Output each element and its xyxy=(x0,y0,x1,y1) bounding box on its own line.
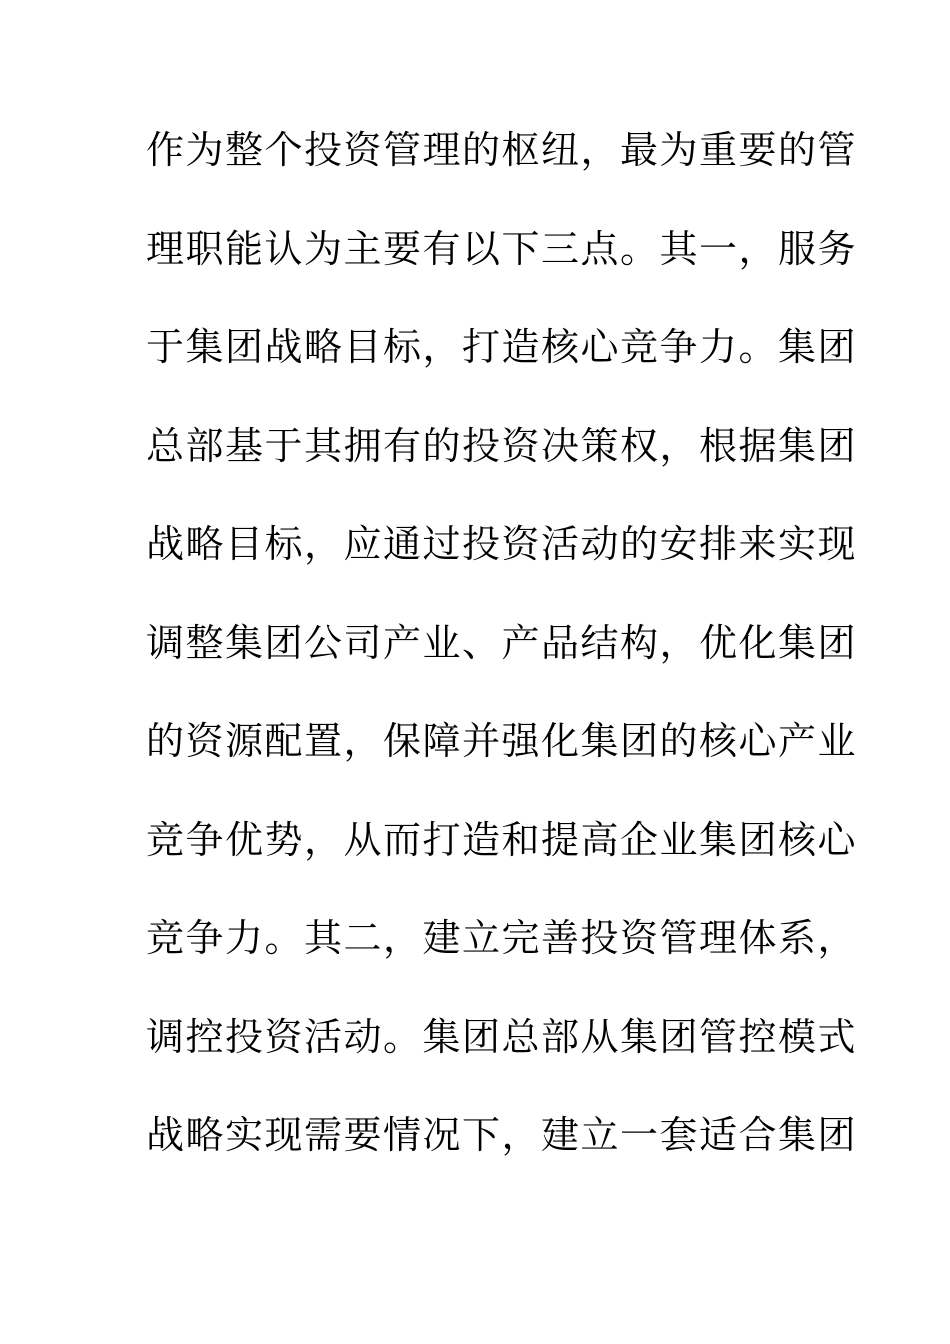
text-line: 作为整个投资管理的枢纽，最为重要的管 xyxy=(146,128,858,172)
text-line: 调整集团公司产业、产品结构，优化集团 xyxy=(146,620,858,665)
text-line: 于集团战略目标，打造核心竞争力。集团 xyxy=(146,325,858,369)
text-line: 竞争优势，从而打造和提高企业集团核心 xyxy=(146,817,858,862)
text-line: 战略目标，应通过投资活动的安排来实现 xyxy=(146,522,858,566)
text-line: 的资源配置，保障并强化集团的核心产业 xyxy=(146,719,858,763)
text-line: 总部基于其拥有的投资决策权，根据集团 xyxy=(146,423,858,468)
text-line: 战略实现需要情况下，建立一套适合集团 xyxy=(146,1113,858,1157)
body-paragraph xyxy=(146,120,858,1204)
text-line: 理职能认为主要有以下三点。其一，服务 xyxy=(146,226,858,271)
text-line: 竞争力。其二，建立完善投资管理体系， xyxy=(146,916,858,960)
text-line: 调控投资活动。集团总部从集团管控模式 xyxy=(146,1014,858,1059)
